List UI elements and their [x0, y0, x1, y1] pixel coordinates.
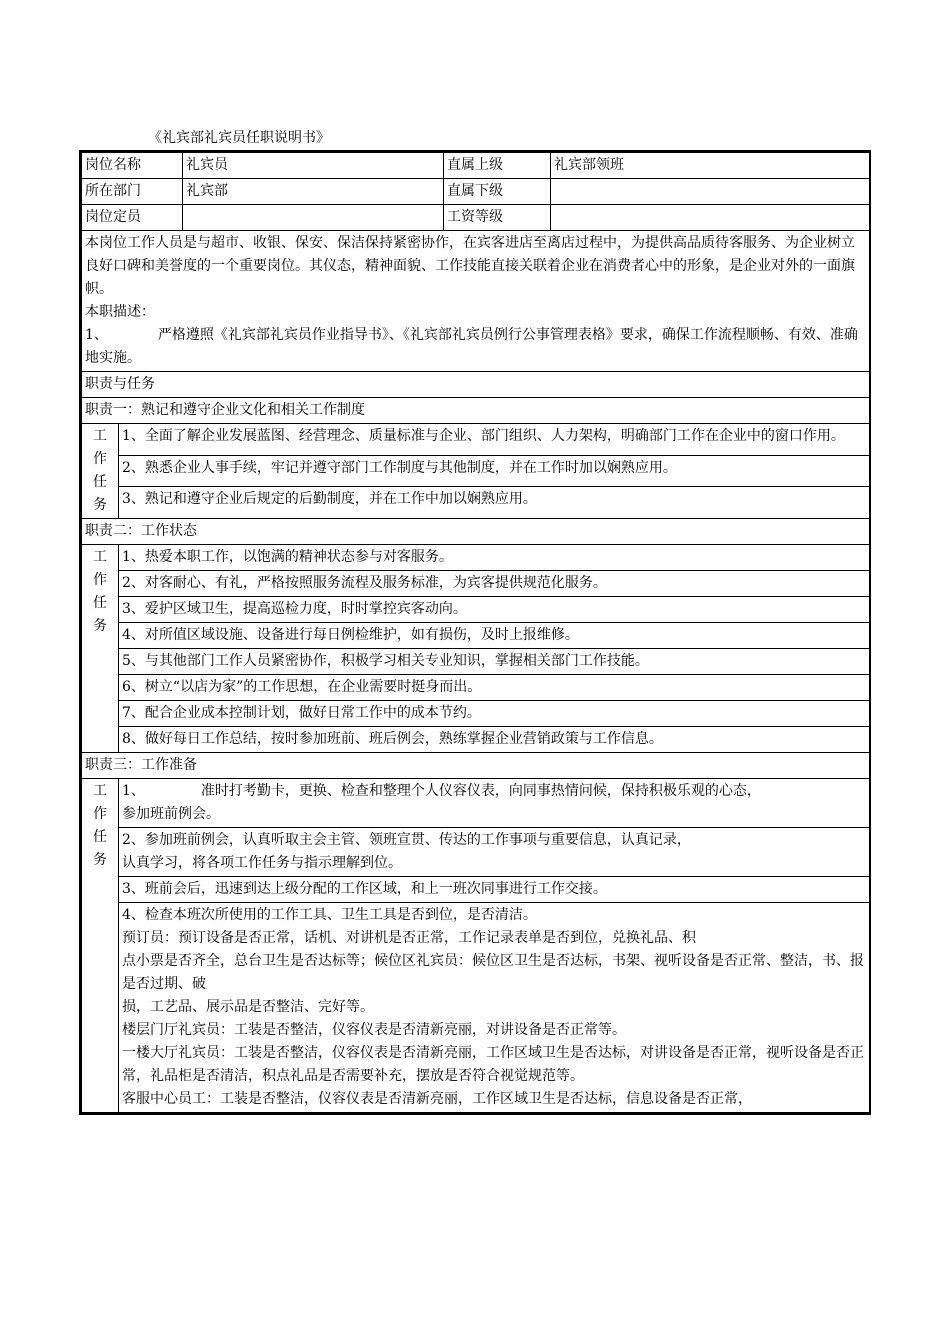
task-row — [82, 701, 870, 727]
duty2-task-5: 5、与其他部门工作人员紧密协作，积极学习相关专业知识，掌握相关部门工作技能。 — [119, 649, 870, 675]
subordinate-label: 直属下级 — [444, 179, 551, 205]
duty3-task-3: 3、班前会后，迅速到达上级分配的工作区域，和上一班次同事进行工作交接。 — [119, 877, 870, 903]
task-row — [82, 877, 870, 903]
job-desc-number: 1、 — [85, 327, 108, 343]
job-description-table — [79, 150, 871, 1115]
duty3-task-1-line1: 准时打考勤卡，更换、检查和整理个人仪容仪表，向同事热情问候，保持积极乐观的心态， — [200, 783, 761, 799]
duty2-task-6: 6、树立“以店为家”的工作思想，在企业需要时挺身而出。 — [119, 675, 870, 701]
duties-heading: 职责与任务 — [82, 372, 870, 398]
header-row-headcount — [82, 205, 870, 231]
duty1-task-2: 2、熟悉企业人事手续，牢记并遵守部门工作制度与其他制度，并在工作时加以娴熟应用。 — [119, 455, 870, 487]
position-value: 礼宾员 — [183, 153, 444, 179]
task-row — [82, 828, 870, 877]
task-row — [82, 727, 870, 753]
duty3-task-4-line: 4、检查本班次所使用的工作工具、卫生工具是否到位，是否清洁。 — [122, 907, 537, 923]
duty3-task-2-line1: 2、参加班前例会，认真听取主会主管、领班宣贯、传达的工作事项与重要信息，认真记录， — [122, 832, 691, 848]
salary-label: 工资等级 — [444, 205, 551, 231]
header-row-dept — [82, 179, 870, 205]
task-row — [82, 571, 870, 597]
duty3-task-4-line: 客服中心员工：工装是否整洁，仪容仪表是否清新亮丽，工作区域卫生是否达标，信息设备是否正常， — [122, 1091, 752, 1107]
job-desc-text: 严格遵照《礼宾部礼宾员作业指导书》、《礼宾部礼宾员例行公事管理表格》要求，确保工作流程顺畅、有效、准确地实施。 — [85, 327, 858, 366]
duty2-task-1: 1、热爱本职工作，以饱满的精神状态参与对客服务。 — [119, 545, 870, 571]
duty3-heading-row — [82, 753, 870, 779]
duty3-task-4-line: 一楼大厅礼宾员：工装是否整洁，仪容仪表是否清新亮丽，工作区域卫生是否达标，对讲设备是否正常，视听设备是否正常，礼品柜是否清洁，积点礼品是否需要补充，摆放是否符合视觉规范等。 — [122, 1045, 864, 1084]
document-title: 《礼宾部礼宾员任职说明书》 — [148, 130, 330, 146]
task-row — [82, 675, 870, 701]
duty3-side-label: 工 作 任 务 — [82, 779, 119, 1113]
duty3-task-4-line: 预订员：预订设备是否正常，话机、对讲机是否正常，工作记录表单是否到位，兑换礼品、积 — [122, 930, 696, 946]
task-row — [82, 623, 870, 649]
task-row — [82, 424, 870, 456]
dept-label: 所在部门 — [82, 179, 183, 205]
job-desc-label: 本职描述： — [85, 304, 155, 320]
superior-label: 直属上级 — [444, 153, 551, 179]
duty2-heading-row — [82, 519, 870, 545]
duty3-task-1 — [119, 779, 870, 828]
duty2-task-4: 4、对所值区域设施、设备进行每日例检维护，如有损伤，及时上报维修。 — [119, 623, 870, 649]
header-row-position — [82, 153, 870, 179]
duty3-task-2 — [119, 828, 870, 877]
duty3-task-2-line2: 认真学习，将各项工作任务与指示理解到位。 — [122, 855, 402, 871]
salary-value — [551, 205, 870, 231]
job-desc-item — [85, 324, 866, 370]
task-row — [82, 597, 870, 623]
intro-row — [82, 231, 870, 372]
task-row — [82, 487, 870, 519]
duty2-task-8: 8、做好每日工作总结，按时参加班前、班后例会，熟练掌握企业营销政策与工作信息。 — [119, 727, 870, 753]
duty2-task-3: 3、爱护区域卫生，提高巡检力度，时时掌控宾客动向。 — [119, 597, 870, 623]
task-row — [82, 545, 870, 571]
duty2-task-2: 2、对客耐心、有礼，严格按照服务流程及服务标准，为宾客提供规范化服务。 — [119, 571, 870, 597]
intro-cell — [82, 231, 870, 372]
duty2-heading: 职责二：工作状态 — [82, 519, 870, 545]
duties-heading-row — [82, 372, 870, 398]
duty3-task-4-line: 损，工艺品、展示品是否整洁、完好等。 — [122, 999, 374, 1015]
superior-value: 礼宾部领班 — [551, 153, 870, 179]
position-label: 岗位名称 — [82, 153, 183, 179]
task-row — [82, 455, 870, 487]
task-row — [82, 779, 870, 828]
duty2-task-7: 7、配合企业成本控制计划，做好日常工作中的成本节约。 — [119, 701, 870, 727]
task-row — [82, 903, 870, 1113]
duty1-side-label: 工 作 任 务 — [82, 424, 119, 519]
duty2-side-label: 工 作 任 务 — [82, 545, 119, 753]
headcount-value — [183, 205, 444, 231]
duty1-heading: 职责一：熟记和遵守企业文化和相关工作制度 — [82, 398, 870, 424]
duty3-task-1-line2: 参加班前例会。 — [122, 806, 220, 822]
duty3-task-4 — [119, 903, 870, 1113]
duty3-task-4-line: 楼层门厅礼宾员：工装是否整洁，仪容仪表是否清新亮丽，对讲设备是否正常等。 — [122, 1022, 626, 1038]
duty3-task-4-line: 点小票是否齐全，总台卫生是否达标等；候位区礼宾员：候位区卫生是否达标，书架、视听设备是否正常、整洁，书、报是否过期、破 — [122, 953, 864, 992]
duty1-heading-row — [82, 398, 870, 424]
duty1-task-3: 3、熟记和遵守企业后规定的后勤制度，并在工作中加以娴熟应用。 — [119, 487, 870, 519]
duty3-heading: 职责三：工作准备 — [82, 753, 870, 779]
headcount-label: 岗位定员 — [82, 205, 183, 231]
subordinate-value — [551, 179, 870, 205]
dept-value: 礼宾部 — [183, 179, 444, 205]
task-row — [82, 649, 870, 675]
intro-text: 本岗位工作人员是与超市、收银、保安、保洁保持紧密协作，在宾客进店至离店过程中，为提供高品质待客服务、为企业树立良好口碑和美誉度的一个重要岗位。其仪态，精神面貌、工作技能直接关联着企业在消费者心中的形象，是企业对外的一面旗帜。 — [85, 235, 855, 297]
duty1-task-1: 1、全面了解企业发展蓝图、经营理念、质量标准与企业、部门组织、人力架构，明确部门工作在企业中的窗口作用。 — [119, 424, 870, 456]
duty3-task-1-number: 1、 — [122, 783, 145, 799]
